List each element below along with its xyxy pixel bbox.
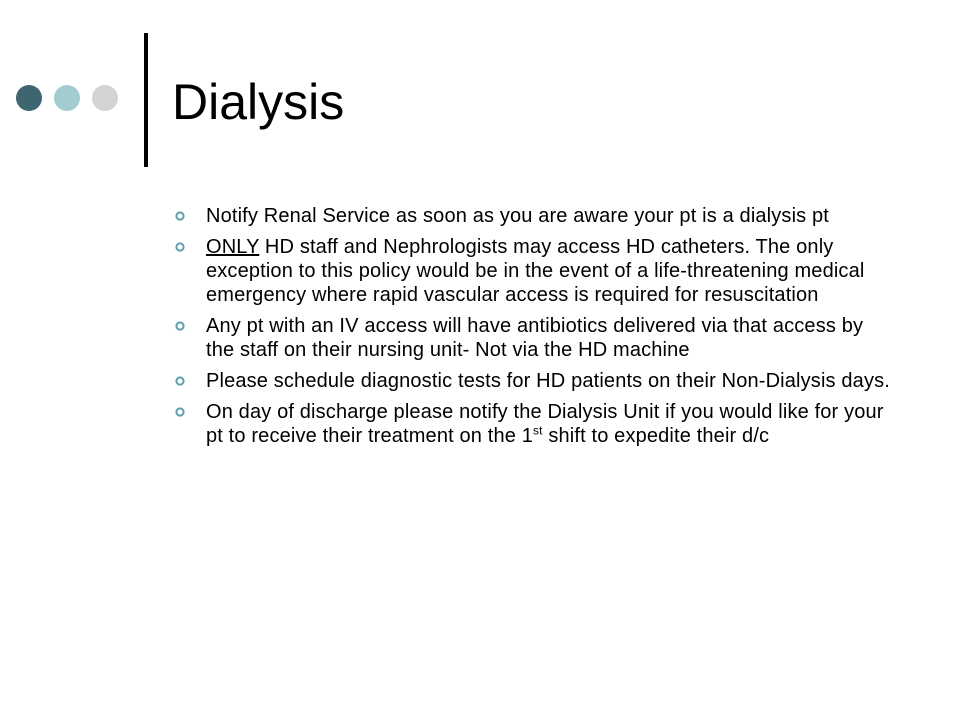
ring-bullet-icon: [175, 321, 185, 331]
ring-bullet-icon: [175, 211, 185, 221]
bullet-text-main: Any pt with an IV access will have antibiotics delivered via that access by the staff on their nursing unit- Not via the HD machine: [206, 315, 864, 361]
bullet-text: [206, 400, 895, 448]
bullet-text-main: HD staff and Nephrologists may access HD catheters. The only exception to this policy would be in the event of a life-threatening medical emergency where rapid vascular access is required for resuscitation: [206, 236, 865, 306]
bullet-item: [175, 235, 895, 307]
ordinal-superscript: st: [533, 423, 543, 438]
bullet-text: [206, 369, 890, 393]
decorative-dots: [16, 85, 118, 111]
ring-bullet-icon: [175, 376, 185, 386]
dot-light-teal: [54, 85, 80, 111]
ring-bullet-icon: [175, 407, 185, 417]
bullet-text-main: On day of discharge please notify the Dialysis Unit if you would like for your pt to receive their treatment on the 1: [206, 401, 884, 447]
bullet-item: [175, 369, 895, 393]
slide-title: Dialysis: [172, 74, 345, 130]
ring-bullet-icon: [175, 242, 185, 252]
bullet-item: [175, 204, 895, 228]
bullet-list: [175, 204, 895, 455]
bullet-text-main: Please schedule diagnostic tests for HD patients on their Non-Dialysis days.: [206, 370, 890, 392]
dot-grey: [92, 85, 118, 111]
bullet-item: [175, 400, 895, 448]
bullet-text-main: Notify Renal Service as soon as you are aware your pt is a dialysis pt: [206, 205, 830, 227]
bullet-text: [206, 204, 829, 228]
underlined-emphasis: ONLY: [206, 236, 260, 258]
bullet-text: [206, 235, 895, 307]
bullet-text: [206, 314, 895, 362]
title-divider: [144, 33, 148, 167]
bullet-item: [175, 314, 895, 362]
bullet-text-tail: shift to expedite their d/c: [542, 425, 770, 447]
dot-dark-teal: [16, 85, 42, 111]
